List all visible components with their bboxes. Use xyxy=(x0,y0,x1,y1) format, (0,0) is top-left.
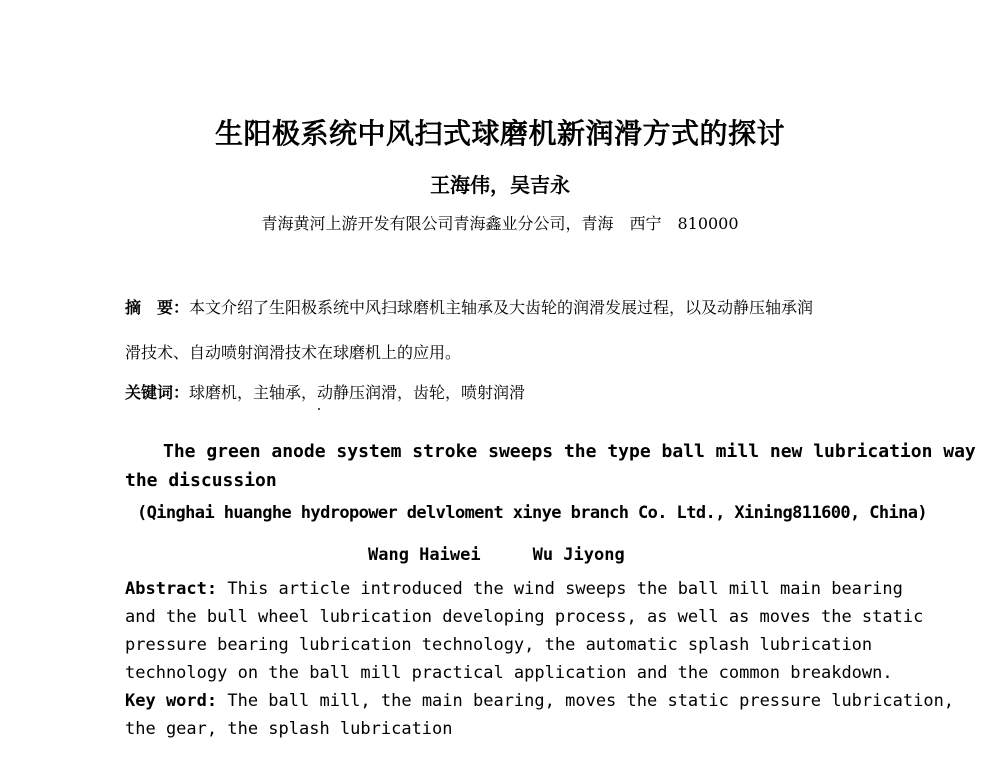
author-en-2: Wu Jiyong xyxy=(532,545,625,565)
author-en-1: Wang Haiwei xyxy=(368,545,481,565)
keywords-cn xyxy=(125,380,525,403)
abstract-en-line-3: pressure bearing lubrication technology, the automatic splash lubrication xyxy=(125,635,873,655)
abstract-en-text-1: This article introduced the wind sweeps the ball mill main bearing xyxy=(217,579,903,599)
affiliation-cn: 青海黄河上游开发有限公司青海鑫业分公司，青海 西宁 810000 xyxy=(261,214,739,233)
title-en-line-1: The green anode system stroke sweeps the type ball mill new lubrication way xyxy=(163,441,976,462)
keywords-en-text-1: The ball mill, the main bearing, moves the static pressure lubrication, xyxy=(217,691,955,711)
keywords-en-line-2: the gear, the splash lubrication xyxy=(125,719,453,739)
abstract-en-line-4: technology on the ball mill practical application and the common breakdown. xyxy=(125,663,893,683)
title-en-line-2: the discussion xyxy=(125,470,277,491)
keywords-en-label: Key word: xyxy=(125,691,218,711)
authors-en xyxy=(368,545,625,565)
abstract-cn-label: 摘 要： xyxy=(125,298,190,317)
scan-speck xyxy=(318,408,320,410)
keywords-cn-label: 关键词： xyxy=(125,383,190,402)
authors-cn: 王海伟，吴吉永 xyxy=(430,173,570,197)
keywords-cn-text: 球磨机，主轴承，动静压润滑，齿轮，喷射润滑 xyxy=(189,383,526,402)
abstract-cn-text-1: 本文介绍了生阳极系统中风扫球磨机主轴承及大齿轮的润滑发展过程，以及动静压轴承润 xyxy=(189,298,814,317)
abstract-en-line-2: and the bull wheel lubrication developing process, as well as moves the static xyxy=(125,607,924,627)
keywords-en-line-1 xyxy=(125,691,954,711)
abstract-en-label: Abstract: xyxy=(125,579,218,599)
paper-title: 生阳极系统中风扫式球磨机新润滑方式的探讨 xyxy=(214,117,785,150)
abstract-cn-line-1 xyxy=(125,295,813,318)
abstract-en-line-1 xyxy=(125,579,903,599)
abstract-cn-line-2: 滑技术、自动喷射润滑技术在球磨机上的应用。 xyxy=(125,343,462,362)
affiliation-en: (Qinghai huanghe hydropower delvloment xinye branch Co. Ltd., Xining811600, China) xyxy=(137,503,928,523)
